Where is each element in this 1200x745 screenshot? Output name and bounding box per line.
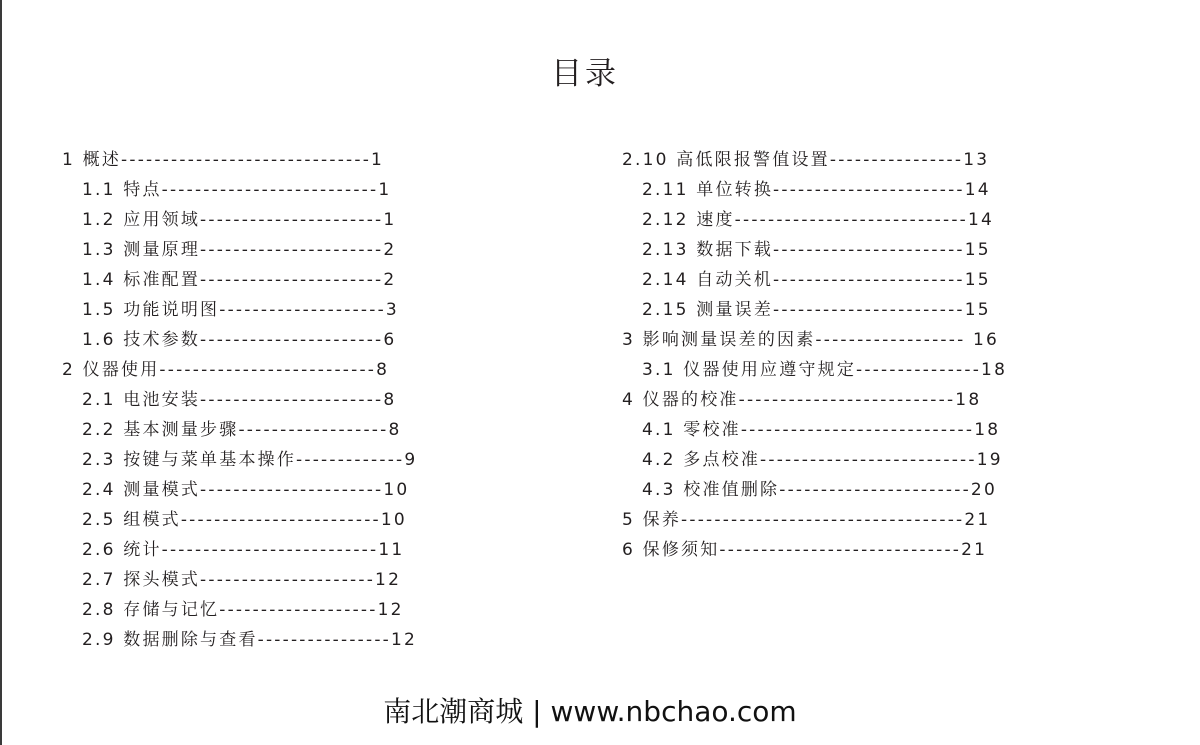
toc-entry: 2.9 数据删除与查看----------------12 [82, 630, 418, 650]
toc-entry: 5 保养----------------------------------21 [622, 510, 991, 530]
toc-entry: 4.1 零校准----------------------------18 [642, 420, 1001, 440]
toc-entry: 2.15 测量误差-----------------------15 [642, 300, 991, 320]
toc-entry: 2.5 组模式------------------------10 [82, 510, 407, 530]
toc-entry: 2.14 自动关机-----------------------15 [642, 270, 991, 290]
site-footer: 南北潮商城 | www.nbchao.com [383, 695, 797, 728]
toc-entry: 4.3 校准值删除-----------------------20 [642, 480, 997, 500]
toc-entry: 1.1 特点--------------------------1 [82, 180, 392, 200]
toc-entry: 2.2 基本测量步骤------------------8 [82, 420, 402, 440]
toc-entry: 2.6 统计--------------------------11 [82, 540, 405, 560]
toc-entry: 2.11 单位转换-----------------------14 [642, 180, 991, 200]
toc-entry: 1.6 技术参数----------------------6 [82, 330, 397, 350]
toc-entry: 1.2 应用领域----------------------1 [82, 210, 397, 230]
toc-entry: 1.3 测量原理----------------------2 [82, 240, 397, 260]
toc-entry: 2.7 探头模式---------------------12 [82, 570, 402, 590]
toc-entry: 4 仪器的校准--------------------------18 [622, 390, 982, 410]
toc-entry: 2.13 数据下载-----------------------15 [642, 240, 991, 260]
page-border [0, 0, 2, 745]
toc-entry: 2 仪器使用--------------------------8 [62, 360, 390, 380]
toc-entry: 2.12 速度----------------------------14 [642, 210, 995, 230]
toc-entry: 2.4 测量模式----------------------10 [82, 480, 410, 500]
toc-entry: 1.5 功能说明图--------------------3 [82, 300, 399, 320]
toc-entry: 2.8 存储与记忆-------------------12 [82, 600, 404, 620]
toc-entry: 1.4 标准配置----------------------2 [82, 270, 397, 290]
toc-column-left [62, 148, 417, 658]
toc-entry: 3 影响测量误差的因素------------------ 16 [622, 330, 1000, 350]
toc-column-right [622, 148, 1007, 568]
toc-entry: 4.2 多点校准--------------------------19 [642, 450, 1003, 470]
toc-entry: 2.3 按键与菜单基本操作-------------9 [82, 450, 418, 470]
toc-entry: 2.10 高低限报警值设置----------------13 [622, 150, 990, 170]
toc-entry: 2.1 电池安装----------------------8 [82, 390, 397, 410]
toc-entry: 6 保修须知-----------------------------21 [622, 540, 988, 560]
toc-entry: 3.1 仪器使用应遵守规定---------------18 [642, 360, 1008, 380]
page-title: 目录 [551, 56, 619, 92]
toc-entry: 1 概述------------------------------1 [62, 150, 385, 170]
